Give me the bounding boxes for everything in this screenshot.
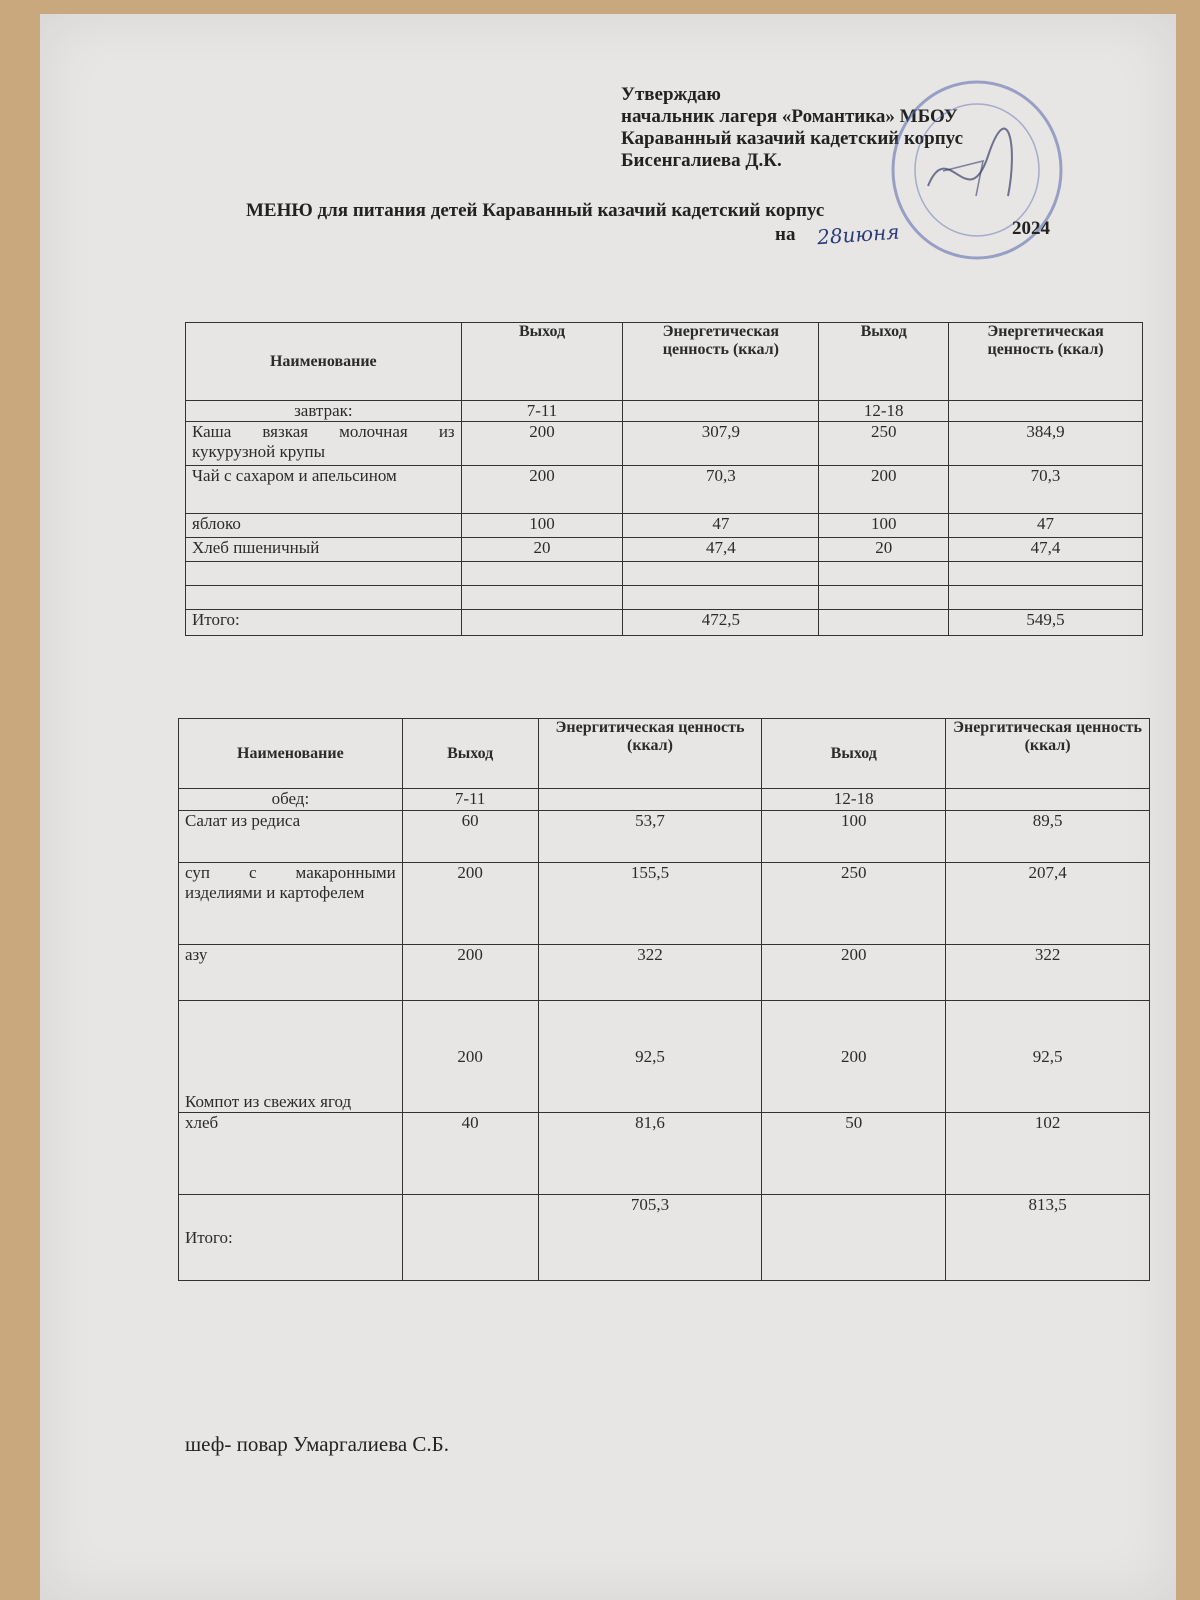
age-group: 12-18 bbox=[762, 789, 946, 811]
energy-value: 207,4 bbox=[946, 863, 1150, 945]
total-row bbox=[179, 1195, 1150, 1281]
table-row bbox=[186, 466, 1143, 514]
yield-value: 100 bbox=[461, 514, 623, 538]
dish-name: Салат из редиса bbox=[179, 811, 403, 863]
meal-row-lunch bbox=[179, 789, 1150, 811]
dish-name: Хлеб пшеничный bbox=[186, 538, 462, 562]
yield-value: 200 bbox=[819, 466, 949, 514]
meal-label: завтрак: bbox=[186, 401, 462, 422]
table-row bbox=[186, 562, 1143, 586]
yield-value: 60 bbox=[402, 811, 538, 863]
table-cell bbox=[949, 586, 1143, 610]
energy-value: 53,7 bbox=[538, 811, 762, 863]
total-energy-7-11: 472,5 bbox=[623, 610, 819, 636]
age-group: 7-11 bbox=[461, 401, 623, 422]
col-header-yield-7-11: Выход bbox=[402, 719, 538, 789]
meal-label: обед: bbox=[179, 789, 403, 811]
table-cell bbox=[949, 562, 1143, 586]
total-label: Итого: bbox=[179, 1195, 403, 1281]
approval-line-4: Бисенгалиева Д.К. bbox=[621, 150, 782, 171]
yield-value: 20 bbox=[461, 538, 623, 562]
yield-value: 200 bbox=[762, 945, 946, 1001]
table-cell bbox=[461, 610, 623, 636]
yield-value: 200 bbox=[461, 466, 623, 514]
table-cell bbox=[186, 562, 462, 586]
table-cell bbox=[623, 401, 819, 422]
chef-signature-line: шеф- повар Умаргалиева С.Б. bbox=[185, 1432, 449, 1456]
table-cell bbox=[819, 586, 949, 610]
table-row bbox=[186, 586, 1143, 610]
col-header-name: Наименование bbox=[179, 719, 403, 789]
table-cell bbox=[461, 586, 623, 610]
meal-row-breakfast bbox=[186, 401, 1143, 422]
energy-value: 92,5 bbox=[538, 1001, 762, 1113]
breakfast-table bbox=[185, 322, 1143, 636]
dish-name: Каша вязкая молочная из кукурузной крупы bbox=[186, 422, 462, 466]
dish-name: суп с макаронными изделиями и картофелем bbox=[179, 863, 403, 945]
col-header-yield-7-11: Выход bbox=[461, 323, 623, 401]
total-label: Итого: bbox=[186, 610, 462, 636]
table-row bbox=[179, 1113, 1150, 1195]
energy-value: 307,9 bbox=[623, 422, 819, 466]
dish-name: яблоко bbox=[186, 514, 462, 538]
dish-name: Компот из свежих ягод bbox=[179, 1001, 403, 1113]
table-cell bbox=[946, 789, 1150, 811]
table-row bbox=[179, 863, 1150, 945]
energy-value: 47 bbox=[623, 514, 819, 538]
date-prefix: на bbox=[775, 224, 796, 245]
energy-value: 70,3 bbox=[623, 466, 819, 514]
col-header-yield-12-18: Выход bbox=[762, 719, 946, 789]
handwritten-date: 28июня bbox=[816, 219, 901, 250]
table-row bbox=[186, 538, 1143, 562]
table-cell bbox=[623, 562, 819, 586]
approval-line-2: начальник лагеря «Романтика» МБОУ bbox=[621, 106, 958, 127]
table-cell bbox=[762, 1195, 946, 1281]
table-cell bbox=[819, 610, 949, 636]
col-header-energy-12-18: Энергетическая ценность (ккал) bbox=[949, 323, 1143, 401]
table-cell bbox=[402, 1195, 538, 1281]
total-row bbox=[186, 610, 1143, 636]
energy-value: 322 bbox=[946, 945, 1150, 1001]
age-group: 12-18 bbox=[819, 401, 949, 422]
yield-value: 200 bbox=[461, 422, 623, 466]
table-cell bbox=[949, 401, 1143, 422]
menu-title: МЕНЮ для питания детей Караванный казачий кадетский корпус bbox=[246, 200, 825, 221]
table-cell bbox=[461, 562, 623, 586]
table-cell bbox=[623, 586, 819, 610]
energy-value: 322 bbox=[538, 945, 762, 1001]
date-line bbox=[775, 219, 963, 250]
total-energy-7-11: 705,3 bbox=[538, 1195, 762, 1281]
lunch-table bbox=[178, 718, 1150, 1281]
total-energy-12-18: 549,5 bbox=[949, 610, 1143, 636]
lunch-header-row bbox=[179, 719, 1150, 789]
energy-value: 102 bbox=[946, 1113, 1150, 1195]
yield-value: 100 bbox=[762, 811, 946, 863]
energy-value: 155,5 bbox=[538, 863, 762, 945]
table-row bbox=[186, 514, 1143, 538]
yield-value: 200 bbox=[402, 945, 538, 1001]
dish-name: азу bbox=[179, 945, 403, 1001]
table-cell bbox=[819, 562, 949, 586]
age-group: 7-11 bbox=[402, 789, 538, 811]
total-energy-12-18: 813,5 bbox=[946, 1195, 1150, 1281]
energy-value: 70,3 bbox=[949, 466, 1143, 514]
col-header-energy-7-11: Энергетическая ценность (ккал) bbox=[623, 323, 819, 401]
table-row bbox=[186, 422, 1143, 466]
yield-value: 40 bbox=[402, 1113, 538, 1195]
table-cell bbox=[186, 586, 462, 610]
yield-value: 50 bbox=[762, 1113, 946, 1195]
yield-value: 20 bbox=[819, 538, 949, 562]
dish-name: хлеб bbox=[179, 1113, 403, 1195]
approval-line-1: Утверждаю bbox=[621, 84, 721, 105]
col-header-name: Наименование bbox=[186, 323, 462, 401]
energy-value: 384,9 bbox=[949, 422, 1143, 466]
col-header-energy-12-18: Энергитическая ценность (ккал) bbox=[946, 719, 1150, 789]
table-row bbox=[179, 945, 1150, 1001]
energy-value: 47 bbox=[949, 514, 1143, 538]
energy-value: 92,5 bbox=[946, 1001, 1150, 1113]
yield-value: 200 bbox=[402, 1001, 538, 1113]
dish-name: Чай с сахаром и апельсином bbox=[186, 466, 462, 514]
energy-value: 81,6 bbox=[538, 1113, 762, 1195]
yield-value: 250 bbox=[762, 863, 946, 945]
table-row bbox=[179, 1001, 1150, 1113]
table-cell bbox=[538, 789, 762, 811]
yield-value: 100 bbox=[819, 514, 949, 538]
energy-value: 47,4 bbox=[623, 538, 819, 562]
yield-value: 200 bbox=[402, 863, 538, 945]
table-row bbox=[179, 811, 1150, 863]
breakfast-header-row bbox=[186, 323, 1143, 401]
yield-value: 250 bbox=[819, 422, 949, 466]
date-year: 2024 bbox=[1012, 218, 1050, 239]
energy-value: 89,5 bbox=[946, 811, 1150, 863]
col-header-yield-12-18: Выход bbox=[819, 323, 949, 401]
energy-value: 47,4 bbox=[949, 538, 1143, 562]
approval-line-3: Караванный казачий кадетский корпус bbox=[621, 128, 964, 149]
col-header-energy-7-11: Энергитическая ценность (ккал) bbox=[538, 719, 762, 789]
yield-value: 200 bbox=[762, 1001, 946, 1113]
